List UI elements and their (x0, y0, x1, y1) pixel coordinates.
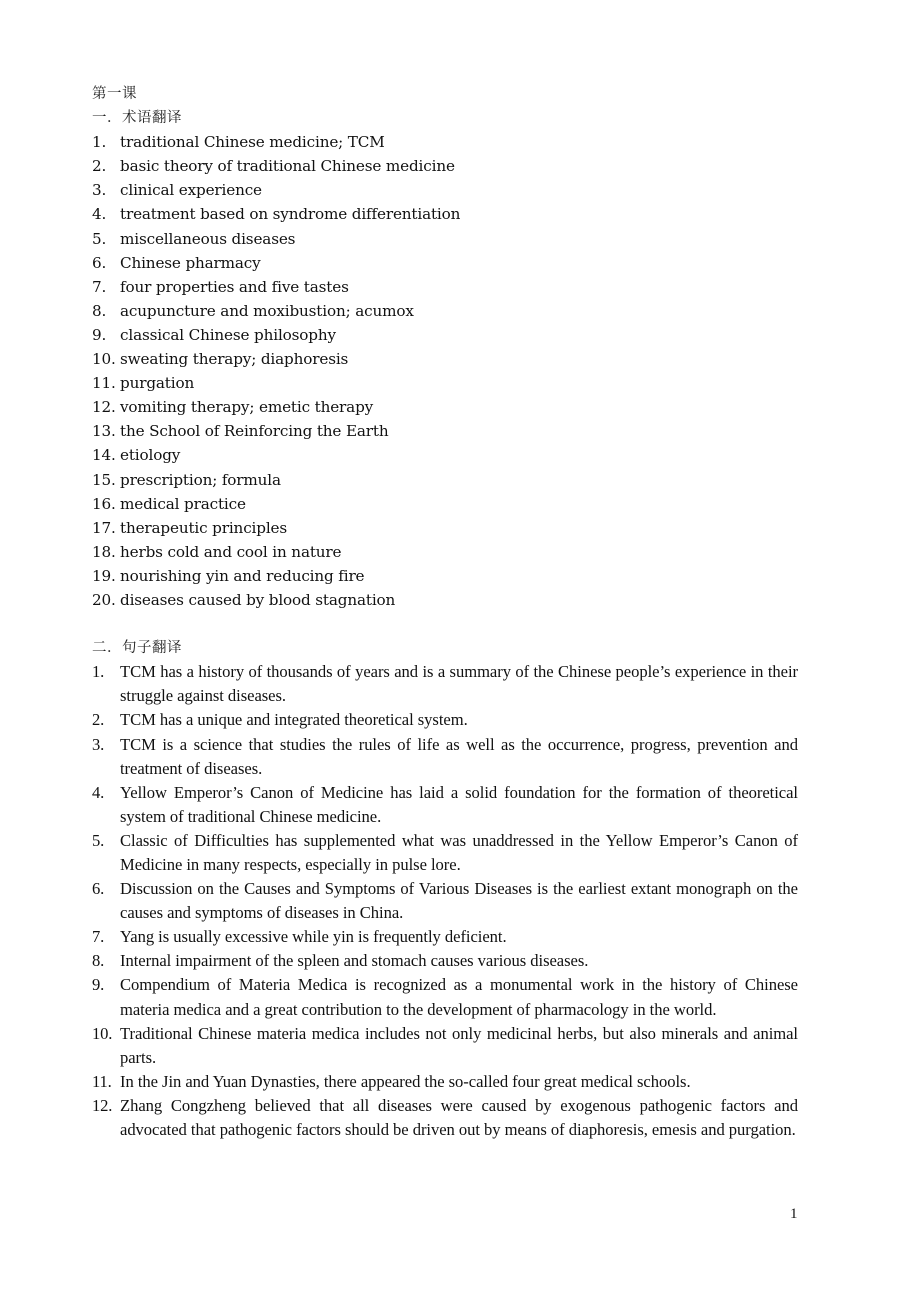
term-item (92, 588, 798, 612)
item-number: 1. (92, 133, 107, 152)
item-text: Yang is usually excessive while yin is frequently deficient. (120, 927, 507, 947)
item-text: TCM has a unique and integrated theoretical system. (120, 710, 468, 730)
item-text: nourishing yin and reducing fire (120, 566, 365, 585)
sentence-item (92, 733, 798, 781)
item-number: 4. (92, 205, 107, 224)
sentence-item (92, 1070, 798, 1094)
item-text: prescription; formula (120, 470, 281, 489)
term-item (92, 371, 798, 395)
item-number: 14. (92, 446, 116, 465)
term-item (92, 516, 798, 540)
item-text: vomiting therapy; emetic therapy (120, 398, 374, 417)
sentence-item (92, 660, 798, 708)
item-number: 7. (92, 927, 105, 947)
item-number: 11. (92, 374, 116, 393)
sentence-item (92, 877, 798, 925)
item-number: 13. (92, 422, 116, 441)
term-item (92, 251, 798, 275)
item-number: 1. (92, 662, 105, 682)
item-number: 4. (92, 782, 105, 802)
term-item (92, 202, 798, 226)
item-number: 19. (92, 566, 116, 585)
sentence-item (92, 708, 798, 732)
item-number: 2. (92, 710, 105, 730)
item-text: Compendium of Materia Medica is recognized as a monumental work in the history of Chinese materia medica and a great contribution to the development of pharmacology in the world. (120, 975, 798, 1019)
item-text: Chinese pharmacy (120, 253, 261, 272)
item-number: 5. (92, 229, 107, 248)
sentence-item (92, 925, 798, 949)
item-text: Internal impairment of the spleen and stomach causes various diseases. (120, 951, 589, 971)
item-text: In the Jin and Yuan Dynasties, there appeared the so-called four great medical schools. (120, 1071, 691, 1091)
sentence-item (92, 829, 798, 877)
item-number: 12. (92, 1095, 113, 1115)
item-number: 9. (92, 325, 107, 344)
term-item (92, 347, 798, 371)
item-text: four properties and five tastes (120, 277, 349, 296)
term-item (92, 540, 798, 564)
item-text: Zhang Congzheng believed that all diseases were caused by exogenous pathogenic factors and advocated that pathogenic factors should be driven out by means of diaphoresis, emesis and purgation. (120, 1095, 798, 1140)
item-text: Yellow Emperor’s Canon of Medicine has laid a solid foundation for the formation of theoretical system of traditional Chinese medicine. (120, 782, 798, 826)
item-text: etiology (120, 446, 181, 465)
term-item (92, 323, 798, 347)
item-number: 11. (92, 1071, 112, 1091)
item-text: the School of Reinforcing the Earth (120, 422, 389, 441)
term-item (92, 130, 798, 154)
sentence-item (92, 949, 798, 973)
item-number: 3. (92, 181, 107, 200)
item-text: acupuncture and moxibustion; acumox (120, 301, 414, 320)
item-number: 7. (92, 277, 107, 296)
term-item (92, 492, 798, 516)
item-number: 20. (92, 590, 116, 609)
item-text: sweating therapy; diaphoresis (120, 350, 349, 369)
item-text: classical Chinese philosophy (120, 325, 336, 344)
item-text: clinical experience (120, 181, 262, 200)
item-text: diseases caused by blood stagnation (120, 590, 396, 609)
item-text: TCM has a history of thousands of years and is a summary of the Chinese people’s experience in their struggle against diseases. (120, 662, 798, 706)
item-text: therapeutic principles (120, 518, 288, 537)
item-text: herbs cold and cool in nature (120, 542, 342, 561)
term-item (92, 178, 798, 202)
page-number: 1 (790, 1206, 798, 1222)
item-number: 18. (92, 542, 116, 561)
term-item (92, 468, 798, 492)
item-text: medical practice (120, 494, 246, 513)
lesson-title: 第一课 (92, 86, 137, 102)
sentence-list (92, 660, 798, 1142)
item-text: miscellaneous diseases (120, 229, 296, 248)
item-number: 6. (92, 253, 107, 272)
term-item (92, 299, 798, 323)
document-page (92, 82, 798, 1142)
item-text: treatment based on syndrome differentiation (120, 205, 461, 224)
item-text: Traditional Chinese materia medica includes not only medicinal herbs, but also minerals and animal parts. (120, 1023, 798, 1067)
item-number: 8. (92, 301, 107, 320)
term-item (92, 395, 798, 419)
sentence-item (92, 1022, 798, 1070)
item-text: Discussion on the Causes and Symptoms of Various Diseases is the earliest extant monograph on the causes and symptoms of diseases in China. (120, 879, 798, 923)
term-item (92, 227, 798, 251)
item-number: 10. (92, 350, 116, 369)
sentence-item (92, 1094, 798, 1142)
item-text: TCM is a science that studies the rules of life as well as the occurrence, progress, prevention and treatment of diseases. (120, 734, 798, 778)
term-item (92, 564, 798, 588)
term-item (92, 154, 798, 178)
item-number: 17. (92, 518, 116, 537)
section-heading-terms: 一．术语翻译 (92, 110, 182, 127)
term-item (92, 275, 798, 299)
item-number: 5. (92, 830, 105, 850)
item-number: 12. (92, 398, 116, 417)
section-gap (92, 612, 798, 636)
item-number: 2. (92, 157, 107, 176)
item-number: 3. (92, 734, 105, 754)
sentence-item (92, 781, 798, 829)
item-number: 6. (92, 879, 105, 899)
sentence-item (92, 973, 798, 1021)
item-number: 15. (92, 470, 116, 489)
term-list (92, 130, 798, 612)
item-text: traditional Chinese medicine; TCM (120, 133, 385, 152)
item-text: purgation (120, 374, 195, 393)
term-item (92, 419, 798, 443)
term-item (92, 443, 798, 467)
item-text: basic theory of traditional Chinese medicine (120, 157, 455, 176)
section-heading-sentences: 二．句子翻译 (92, 640, 182, 657)
item-number: 8. (92, 951, 105, 971)
item-number: 16. (92, 494, 116, 513)
item-text: Classic of Difficulties has supplemented what was unaddressed in the Yellow Emperor’s Canon of Medicine in many respects, especially in pulse lore. (120, 830, 798, 874)
item-number: 10. (92, 1023, 113, 1043)
item-number: 9. (92, 975, 105, 995)
